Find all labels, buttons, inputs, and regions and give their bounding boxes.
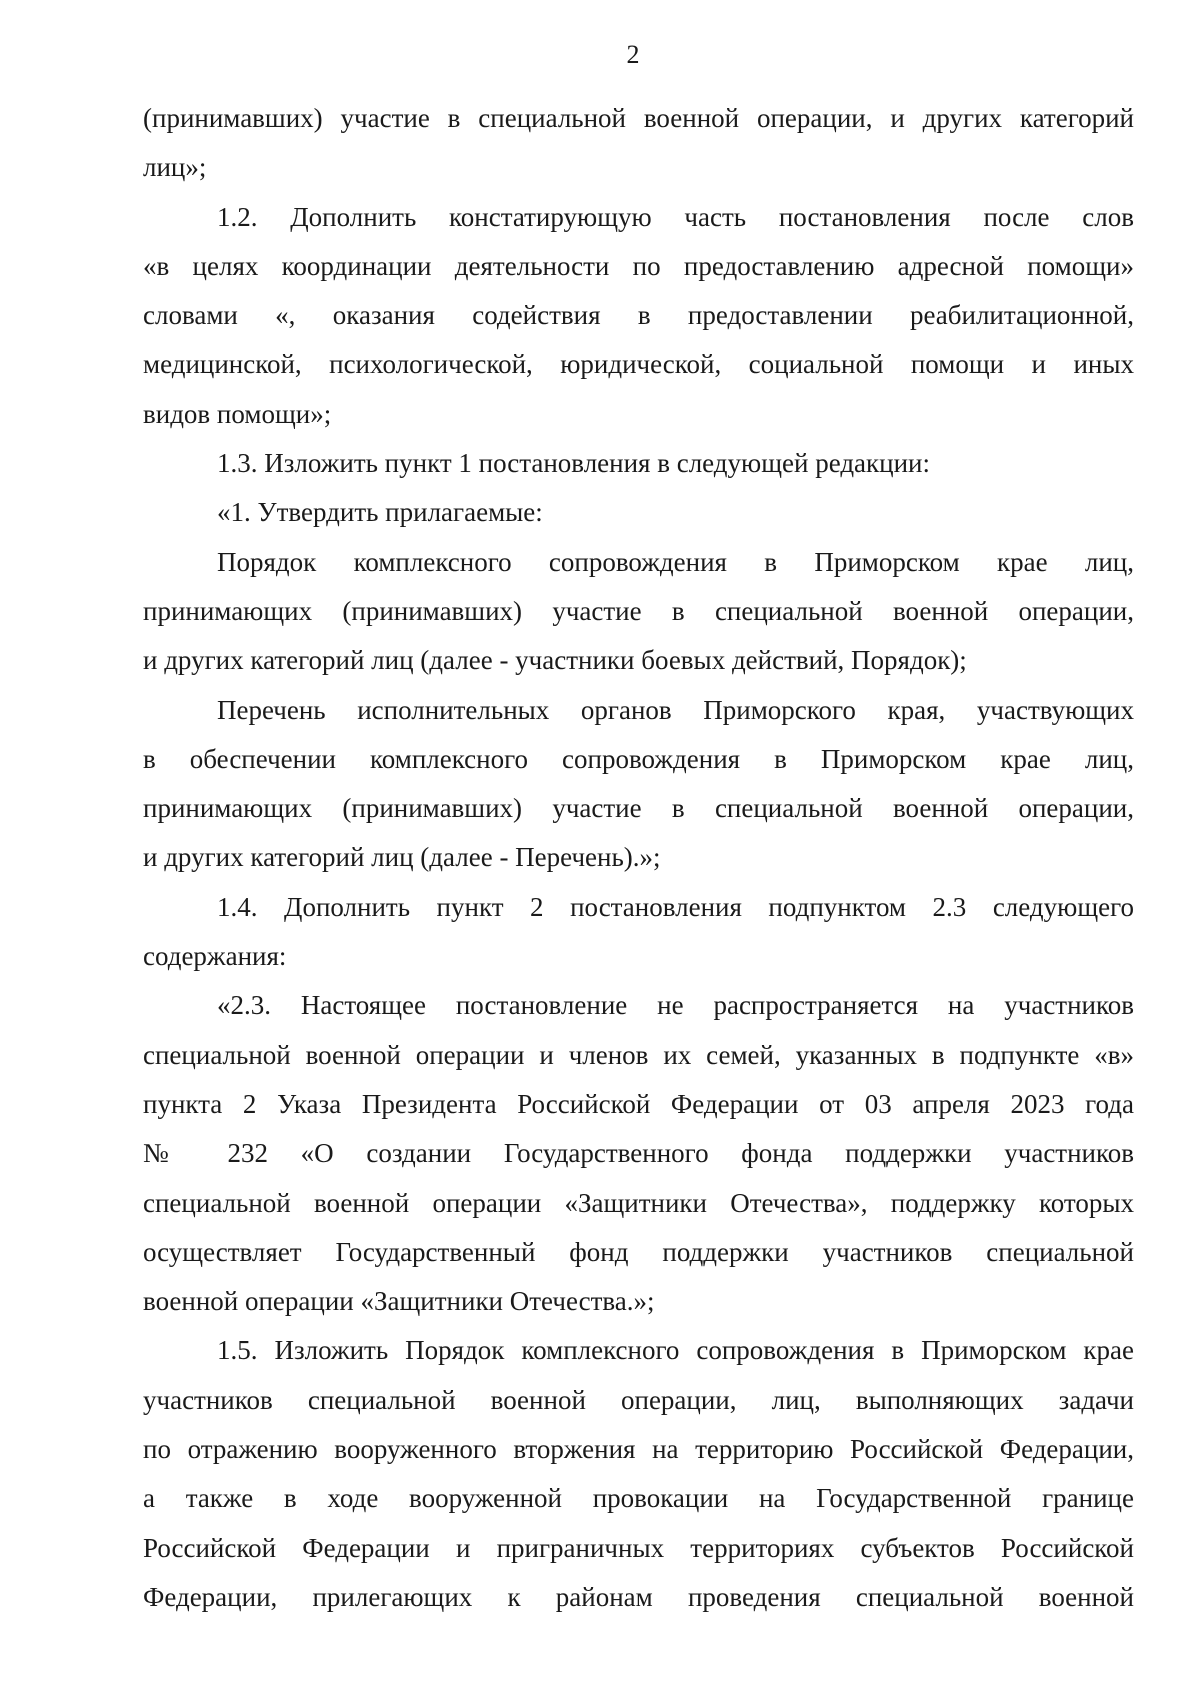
paragraph	[143, 1326, 1134, 1622]
text-line: военной операции «Защитники Отечества.»;	[143, 1286, 655, 1317]
text-line: словами «, оказания содействия в предоставлении реабилитационной,	[143, 300, 1134, 331]
text-line: Порядок комплексного сопровождения в Приморском крае лиц,	[217, 546, 1134, 577]
text-line: принимающих (принимавших) участие в специальной военной операции,	[143, 793, 1134, 824]
text-line: Перечень исполнительных органов Приморского края, участвующих	[217, 694, 1134, 725]
text-line: в обеспечении комплексного сопровождения в Приморском крае лиц,	[143, 743, 1134, 774]
text-line: и других категорий лиц (далее - Перечень).»;	[143, 842, 661, 873]
text-line: осуществляет Государственный фонд поддержки участников специальной	[143, 1236, 1134, 1267]
paragraph	[143, 439, 1134, 488]
text-line: «1. Утвердить прилагаемые:	[217, 497, 543, 528]
text-line: 1.4. Дополнить пункт 2 постановления подпунктом 2.3 следующего	[217, 891, 1134, 922]
paragraph	[143, 686, 1134, 883]
text-line: по отражению вооруженного вторжения на территорию Российской Федерации,	[143, 1434, 1134, 1465]
text-line: участников специальной военной операции, лиц, выполняющих задачи	[143, 1384, 1134, 1415]
text-line: Федерации, прилегающих к районам проведения специальной военной	[143, 1581, 1134, 1612]
text-line: 1.3. Изложить пункт 1 постановления в следующей редакции:	[217, 448, 931, 479]
text-line: Российской Федерации и приграничных территориях субъектов Российской	[143, 1532, 1134, 1563]
paragraph	[143, 883, 1134, 982]
paragraph	[143, 981, 1134, 1326]
text-line: и других категорий лиц (далее - участники боевых действий, Порядок);	[143, 645, 967, 676]
text-line: «2.3. Настоящее постановление не распространяется на участников	[217, 990, 1134, 1021]
paragraph	[143, 488, 1134, 537]
text-line: лиц»;	[143, 152, 207, 183]
text-line: 1.5. Изложить Порядок комплексного сопровождения в Приморском крае	[217, 1335, 1134, 1366]
text-line: 1.2. Дополнить констатирующую часть постановления после слов	[217, 201, 1134, 232]
paragraph	[143, 193, 1134, 439]
text-line: специальной военной операции и членов их семей, указанных в подпункте «в»	[143, 1039, 1134, 1070]
document-body	[143, 94, 1134, 1622]
text-line: видов помощи»;	[143, 398, 332, 429]
page-number: 2	[626, 40, 640, 69]
text-line: содержания:	[143, 941, 287, 972]
text-line: медицинской, психологической, юридической, социальной помощи и иных	[143, 349, 1134, 380]
text-line: (принимавших) участие в специальной военной операции, и других категорий	[143, 103, 1134, 133]
paragraph	[143, 94, 1134, 193]
text-line: специальной военной операции «Защитники Отечества», поддержку которых	[143, 1187, 1134, 1218]
text-line: № 232 «О создании Государственного фонда поддержки участников	[143, 1138, 1134, 1169]
text-line: пункта 2 Указа Президента Российской Федерации от 03 апреля 2023 года	[143, 1088, 1134, 1119]
text-line: принимающих (принимавших) участие в специальной военной операции,	[143, 595, 1134, 626]
paragraph	[143, 538, 1134, 686]
text-line: «в целях координации деятельности по предоставлению адресной помощи»	[143, 250, 1134, 281]
text-line: а также в ходе вооруженной провокации на Государственной границе	[143, 1483, 1134, 1514]
